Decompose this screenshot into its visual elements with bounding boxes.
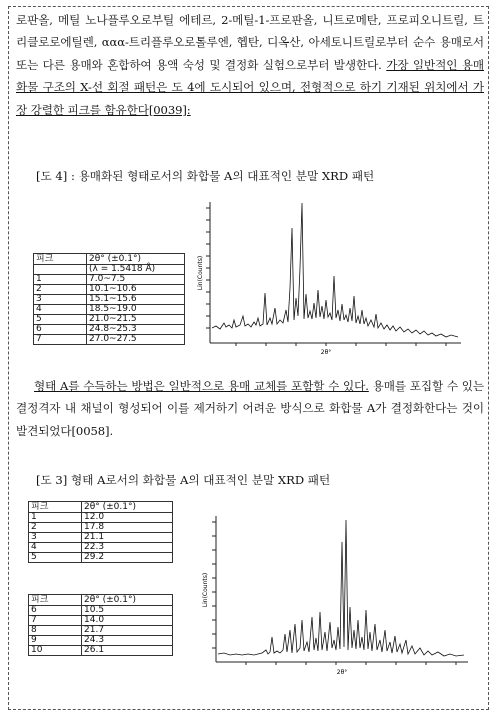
table-row (34, 315, 185, 325)
table-cell: 3 (34, 295, 87, 305)
table-cell: 4 (29, 543, 82, 553)
table-row (29, 543, 173, 553)
table-cell: 27.0~27.5 (87, 335, 185, 345)
table-cell: 29.2 (82, 553, 173, 563)
table-cell: 5 (34, 315, 87, 325)
table-cell: 10.1~10.6 (87, 285, 185, 295)
table-cell: 4 (34, 305, 87, 315)
table-cell: 5 (29, 553, 82, 563)
table-cell: 3 (29, 533, 82, 543)
table-row (34, 325, 185, 335)
table-row (34, 305, 185, 315)
table-cell: 26.1 (82, 646, 173, 656)
table-cell: 10.5 (82, 606, 173, 616)
table-cell: 12.0 (82, 513, 173, 523)
table-header-wavelength: (λ = 1.5418 Å) (87, 265, 185, 275)
table-header-2theta: 2θ° (±0.1°) (87, 254, 185, 265)
xrd-trace (212, 203, 458, 337)
table-cell: 1 (29, 513, 82, 523)
table-cell: 1 (34, 275, 87, 285)
table-cell: 8 (29, 626, 82, 636)
table-row (34, 285, 185, 295)
table-cell: 24.3 (82, 636, 173, 646)
xrd-trace (218, 520, 464, 656)
table-cell: 14.0 (82, 616, 173, 626)
table-header-2theta: 2θ° (±0.1°) (82, 502, 173, 513)
table-cell: 22.3 (82, 543, 173, 553)
table-row (29, 523, 173, 533)
y-axis-label: Lin(Counts) (202, 572, 209, 608)
table-row (29, 553, 173, 563)
x-axis-label: 2θ° (320, 349, 332, 356)
table-cell: 2 (34, 285, 87, 295)
paragraph-form-a-method (16, 375, 484, 442)
y-axis-ticks (206, 208, 210, 328)
table-cell: 9 (29, 636, 82, 646)
table-row (29, 533, 173, 543)
figure-3-peak-table-2 (28, 594, 173, 656)
table-cell: 24.8~25.3 (87, 325, 185, 335)
table-header-2theta: 2θ° (±0.1°) (82, 595, 173, 606)
paragraph-underlined-text: 형태 A를 수득하는 방법은 일반적으로 용매 교체를 포함할 수 있다. (34, 379, 369, 393)
y-axis-ticks (212, 522, 216, 648)
table-row (29, 636, 173, 646)
x-axis-label: 2θ° (336, 669, 348, 676)
table-row (34, 275, 185, 285)
figure-3-xrd-pattern (200, 512, 472, 680)
figure-4-peak-table (33, 253, 185, 345)
table-cell: 21.0~21.5 (87, 315, 185, 325)
table-cell: 6 (34, 325, 87, 335)
figure-4-caption: [도 4] : 용매화된 형태로서의 화합물 A의 대표적인 분말 XRD 패턴 (36, 169, 375, 183)
table-cell: 7.0~7.5 (87, 275, 185, 285)
figure-4-xrd-pattern (196, 198, 466, 358)
table-row (29, 616, 173, 626)
table-row (34, 335, 185, 345)
table-cell: 6 (29, 606, 82, 616)
figure-3-caption: [도 3] 형태 A로서의 화합물 A의 대표적인 분말 XRD 패턴 (36, 473, 331, 487)
table-header-blank (34, 265, 87, 275)
table-row (29, 626, 173, 636)
table-cell: 21.7 (82, 626, 173, 636)
table-cell: 10 (29, 646, 82, 656)
paragraph-plain-text: 용매를 포집할 수 있는 결정격자 내 채널이 형성되어 이를 제거하기 어려운 방식으로 화합물 A가 결정화한다는 것이 발견되었다[0058]. (16, 379, 484, 438)
table-cell: 18.5~19.0 (87, 305, 185, 315)
table-cell: 17.8 (82, 523, 173, 533)
y-axis-label: Lin(Counts) (197, 255, 204, 291)
table-header-peak: 피크 (29, 502, 82, 513)
figure-3-peak-table-1 (28, 501, 173, 563)
table-cell: 15.1~15.6 (87, 295, 185, 305)
table-row (29, 513, 173, 523)
paragraph-underlined-text: 가장 일반적인 용매화물 구조의 X-선 회절 패턴은 도 4에 도시되어 있으며, 전형적으로 하기 기재된 위치에서 가장 강렬한 피크를 함유한다[0039]: (16, 57, 484, 117)
table-cell: 7 (29, 616, 82, 626)
table-cell: 21.1 (82, 533, 173, 543)
table-row (34, 295, 185, 305)
table-cell: 2 (29, 523, 82, 533)
table-cell: 7 (34, 335, 87, 345)
table-header-peak: 피크 (29, 595, 82, 606)
paragraph-solvent-list (16, 9, 484, 121)
table-header-peak: 피크 (34, 254, 87, 265)
table-row (29, 646, 173, 656)
table-row (29, 606, 173, 616)
paragraph-plain-text: 로판올, 메틸 노나플루오로부틸 에테르, 2-메틸-1-프로판올, 니트로메탄, 프로피오니트릴, 트리클로로에틸렌, ααα-트리플루오로톨루엔, 헵탄, 디옥산, 아세토니트릴로부터 순수 용매로서 또는 다른 용매와 혼합하여 용액 숙성 및 결정화 실험으로부터 발생한다. (16, 13, 484, 72)
